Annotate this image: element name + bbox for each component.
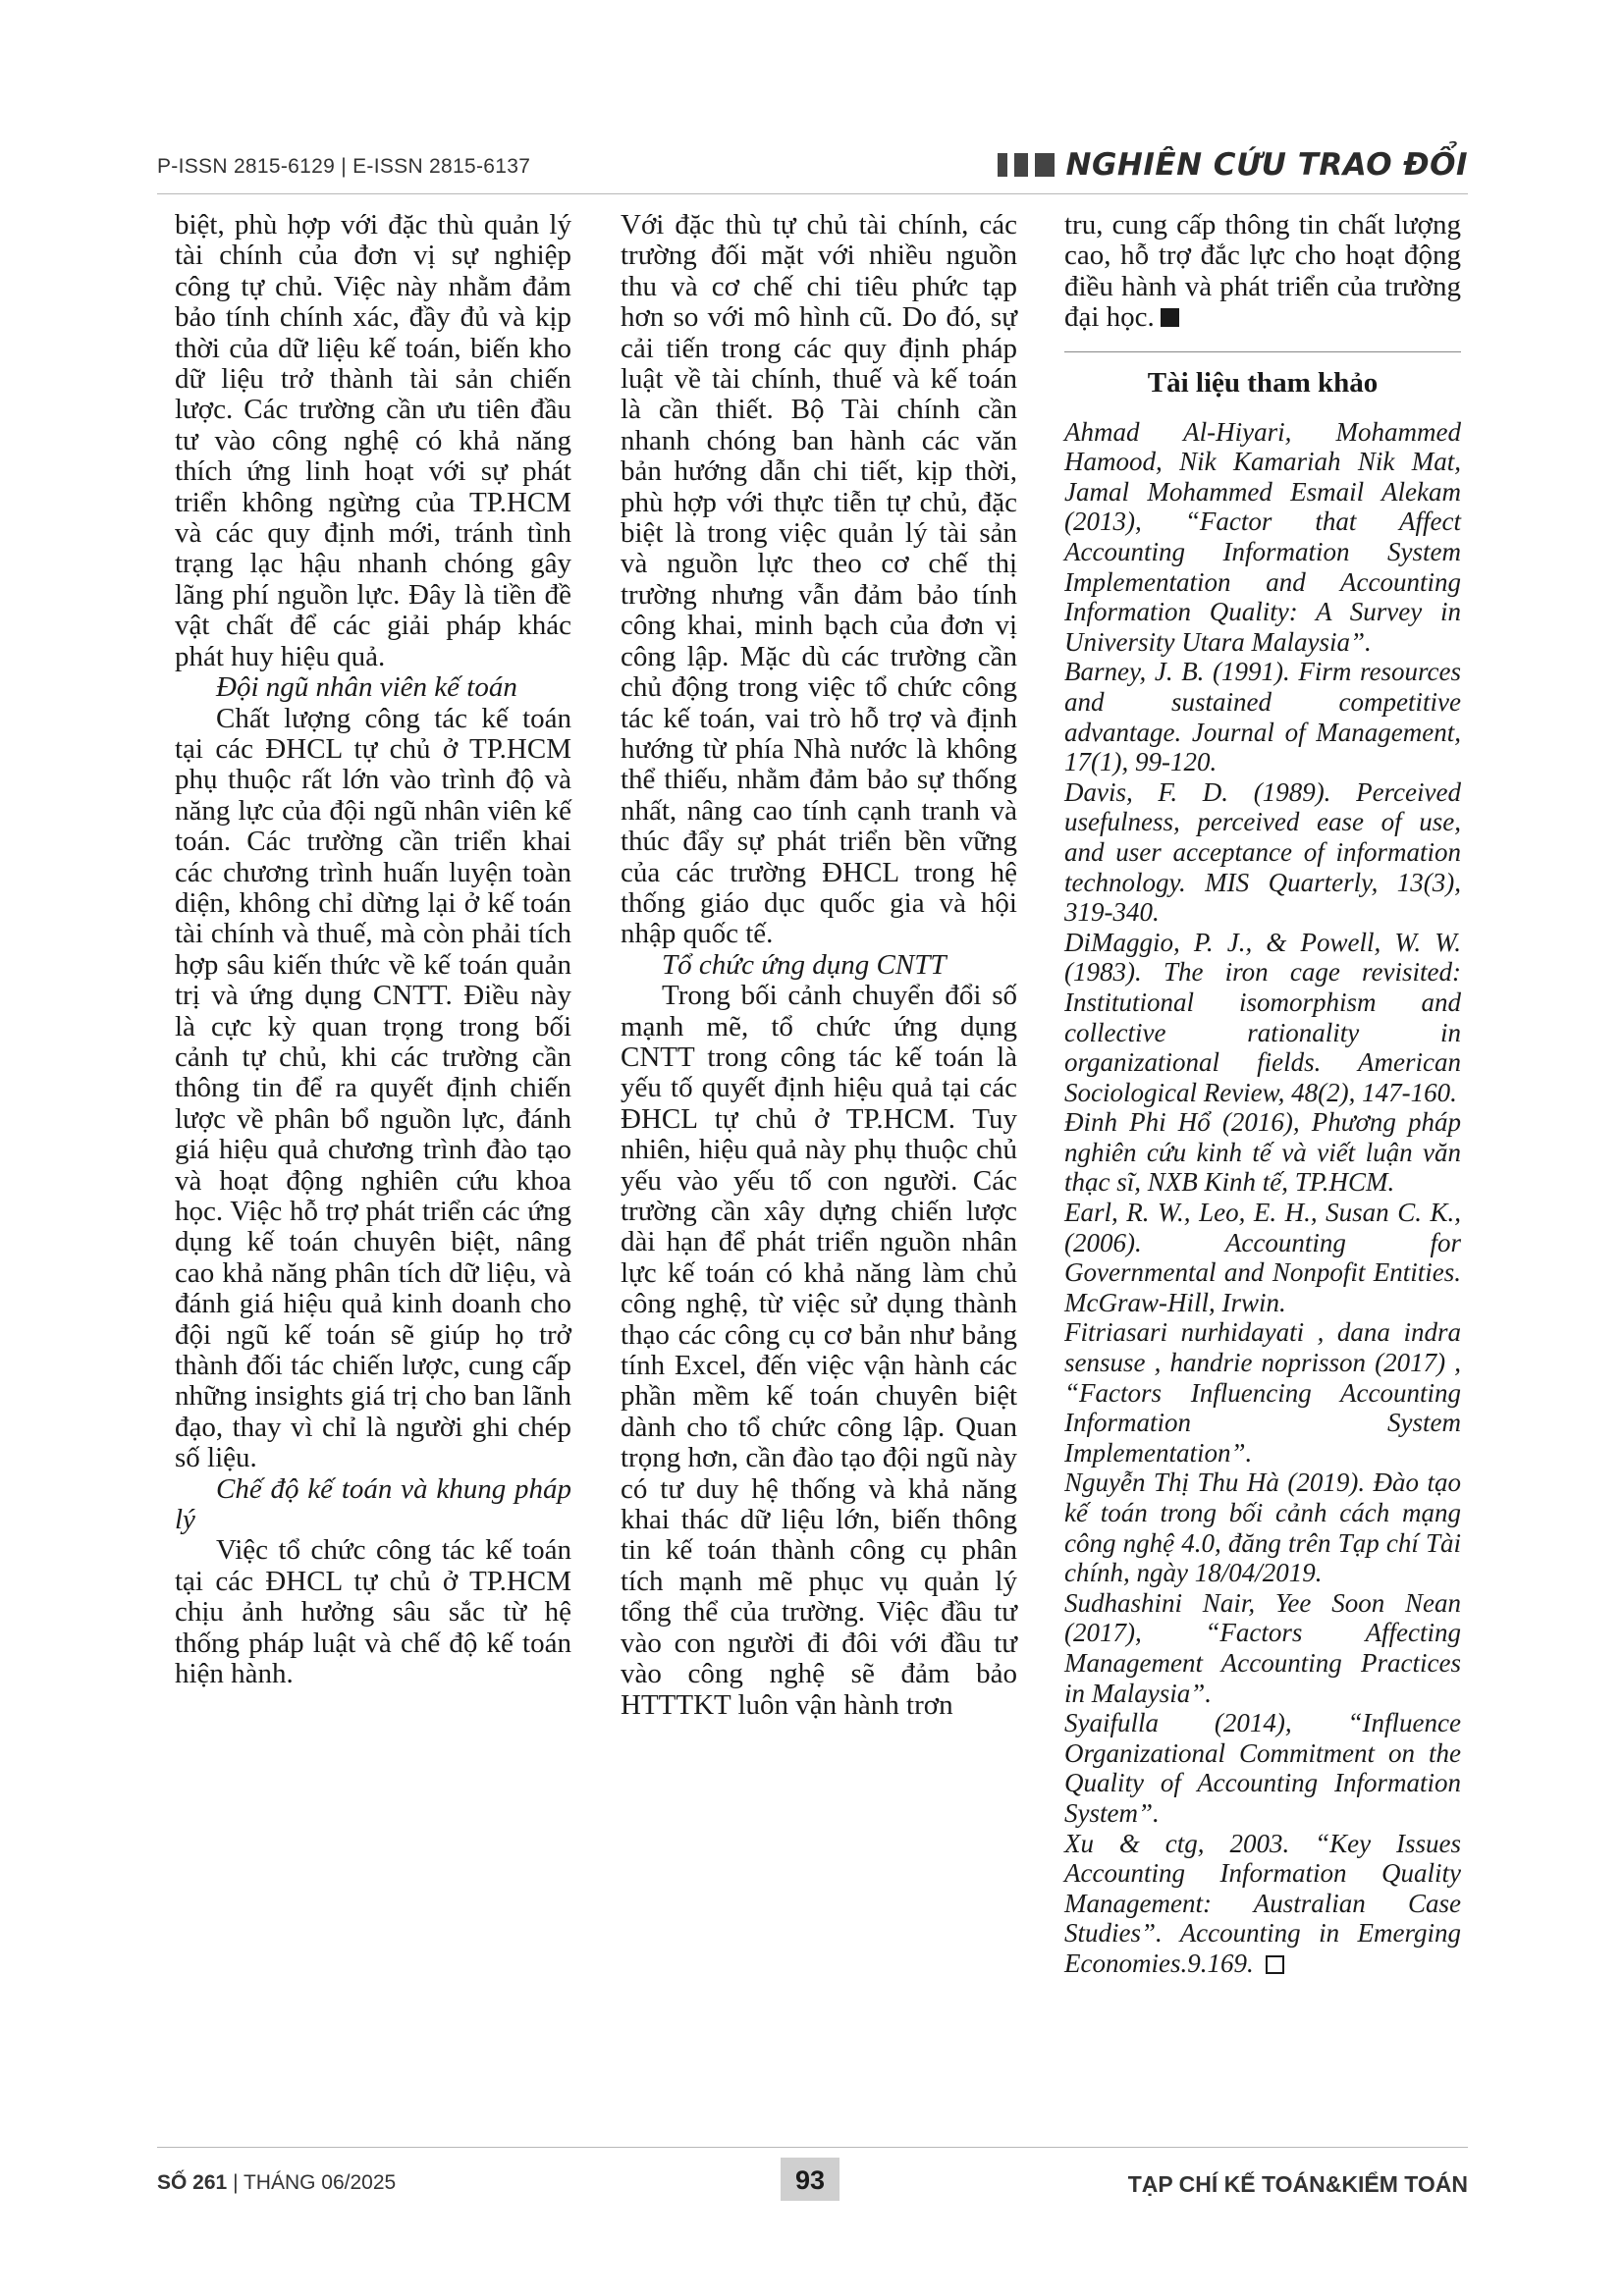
- section-title: NGHIÊN CỨU TRAO ĐỔI: [1065, 147, 1468, 183]
- reference-item: Syaifulla (2014), “Influence Organizational Commitment on the Quality of Accounting Information System”.: [1064, 1708, 1461, 1828]
- issue-info: [157, 2171, 396, 2195]
- reference-item: Davis, F. D. (1989). Perceived usefulness, perceived ease of use, and user acceptance of information technology. MIS Quarterly, 13(3), 319-340.: [1064, 776, 1461, 928]
- issn-line: P-ISSN 2815-6129 | E-ISSN 2815-6137: [157, 155, 531, 178]
- reference-item: Ahmad Al-Hiyari, Mohammed Hamood, Nik Kamariah Nik Mat, Jamal Mohammed Esmail Alekam (2013), “Factor that Affect Accounting Information System Implementation and Accounting Information Quality: A Survey in University Utara Malaysia”.: [1064, 416, 1461, 657]
- reference-item: [1064, 1829, 1461, 1979]
- paragraph: biệt, phù hợp với đặc thù quản lý tài chính của đơn vị sự nghiệp công tự chủ. Việc này nhằm đảm bảo tính chính xác, đầy đủ và kịp thời của dữ liệu kế toán, biến kho dữ liệu trở thành tài sản chiến lược. Các trường cần ưu tiên đầu tư vào công nghệ có khả năng thích ứng linh hoạt với sự phát triển không ngừng của TP.HCM và các quy định mới, tránh tình trạng lạc hậu nhanh chóng gây lãng phí nguồn lực. Đây là tiền đề vật chất để các giải pháp khác phát huy hiệu quả.: [175, 209, 571, 672]
- page-number: 93: [781, 2158, 839, 2201]
- references-title: Tài liệu tham khảo: [1147, 366, 1379, 399]
- reference-item: Fitriasari nurhidayati , dana indra sensuse , handrie noprisson (2017) , “Factors Influencing Accounting Information System Implementation”.: [1064, 1317, 1461, 1468]
- section-brand: [998, 147, 1468, 183]
- article-end-icon: [1266, 1955, 1284, 1974]
- paragraph: [1064, 210, 1461, 334]
- reference-item: Nguyễn Thị Thu Hà (2019). Đào tạo kế toán trong bối cảnh cách mạng công nghệ 4.0, đăng trên Tạp chí Tài chính, ngày 18/04/2019.: [1064, 1468, 1461, 1588]
- end-mark-icon: [1161, 308, 1179, 327]
- reference-text: Xu & ctg, 2003. “Key Issues Accounting Information Quality Management: Australian Case Studies”. Accounting in Emerging Economies.9.169.: [1064, 1828, 1461, 1978]
- subheading: Đội ngũ nhân viên kế toán: [216, 671, 517, 704]
- reference-item: Sudhashini Nair, Yee Soon Nean (2017), “Factors Affecting Management Accounting Practices in Malaysia”.: [1064, 1587, 1461, 1708]
- issue-number: SỐ 261: [157, 2171, 228, 2194]
- column-2: [621, 210, 1017, 1721]
- header-bar-icon: [1035, 153, 1055, 177]
- page-footer: [157, 2158, 1468, 2216]
- reference-item: Đinh Phi Hổ (2016), Phương pháp nghiên cứu kinh tế và viết luận văn thạc sĩ, NXB Kinh tế, TP.HCM.: [1064, 1107, 1461, 1198]
- subheading: Chế độ kế toán và khung pháp lý: [175, 1472, 571, 1536]
- paragraph: Việc tổ chức công tác kế toán tại các ĐHCL tự chủ ở TP.HCM chịu ảnh hưởng sâu sắc từ hệ thống pháp luật và chế độ kế toán hiện hành.: [175, 1534, 571, 1690]
- footer-divider: [157, 2147, 1468, 2148]
- page-header: [157, 137, 1468, 196]
- header-divider: [157, 193, 1468, 194]
- reference-item: Barney, J. B. (1991). Firm resources and sustained competitive advantage. Journal of Management, 17(1), 99-120.: [1064, 657, 1461, 777]
- paragraph: Chất lượng công tác kế toán tại các ĐHCL tự chủ ở TP.HCM phụ thuộc rất lớn vào trình độ và năng lực của đội ngũ nhân viên kế toán. Các trường cần triển khai các chương trình huấn luyện toàn diện, không chỉ dừng lại ở kế toán tài chính và thuế, mà còn phải tích hợp sâu kiến thức về kế toán quản trị và ứng dụng CNTT. Điều này là cực kỳ quan trọng trong bối cảnh tự chủ, khi các trường cần thông tin để ra quyết định chiến lược về phân bổ nguồn lực, đánh giá hiệu quả chương trình đào tạo và hoạt động nghiên cứu khoa học. Việc hỗ trợ phát triển các ứng dụng kế toán chuyên biệt, nâng cao khả năng phân tích dữ liệu, và đánh giá hiệu quả kinh doanh cho đội ngũ kế toán sẽ giúp họ trở thành đối tác chiến lược, cung cấp những insights giá trị cho ban lãnh đạo, thay vì chỉ là người ghi chép số liệu.: [175, 702, 571, 1474]
- issue-month: | THÁNG 06/2025: [233, 2171, 397, 2194]
- header-bar-icon: [1014, 153, 1028, 177]
- header-bar-icon: [998, 153, 1007, 177]
- references-divider: [1064, 351, 1461, 352]
- paragraph: Với đặc thù tự chủ tài chính, các trường đối mặt với nhiều nguồn thu và cơ chế chi tiêu phức tạp hơn so với mô hình cũ. Do đó, sự cải tiến trong các quy định pháp luật về tài chính, thuế và kế toán là cần thiết. Bộ Tài chính cần nhanh chóng ban hành các văn bản hướng dẫn chi tiết, kịp thời, phù hợp với thực tiễn tự chủ, đặc biệt là trong việc quản lý tài sản và nguồn lực theo cơ chế thị trường nhưng vẫn đảm bảo tính công khai, minh bạch của đơn vị công lập. Mặc dù các trường cần chủ động trong việc tổ chức công tác kế toán, vai trò hỗ trợ và định hướng từ phía Nhà nước là không thể thiếu, nhằm đảm bảo sự thống nhất, nâng cao tính cạnh tranh và thúc đẩy sự phát triển bền vững của các trường ĐHCL trong hệ thống giáo dục quốc gia và hội nhập quốc tế.: [621, 209, 1017, 950]
- subheading: Tổ chức ứng dụng CNTT: [662, 948, 947, 981]
- column-1: [175, 210, 571, 1690]
- column-3: [1064, 210, 1461, 1979]
- reference-item: Earl, R. W., Leo, E. H., Susan C. K., (2006). Accounting for Governmental and Nonpofit Entities. McGraw-Hill, Irwin.: [1064, 1198, 1461, 1317]
- journal-name: TẠP CHÍ KẾ TOÁN&KIỂM TOÁN: [1127, 2171, 1468, 2197]
- reference-list: [1064, 417, 1461, 1979]
- paragraph: Trong bối cảnh chuyển đổi số mạnh mẽ, tổ chức ứng dụng CNTT trong công tác kế toán là yếu tố quyết định hiệu quả tại các ĐHCL tự chủ ở TP.HCM. Tuy nhiên, hiệu quả này phụ thuộc chủ yếu vào yếu tố con người. Các trường cần xây dựng chiến lược dài hạn để phát triển nguồn nhân lực kế toán có khả năng làm chủ công nghệ, từ việc sử dụng thành thạo các công cụ cơ bản như bảng tính Excel, đến việc vận hành các phần mềm kế toán chuyên biệt dành cho tổ chức công lập. Quan trọng hơn, cần đào tạo đội ngũ này có tư duy hệ thống và khả năng khai thác dữ liệu lớn, biến thông tin kế toán thành công cụ phân tích mạnh mẽ phục vụ quản lý tổng thể của trường. Việc đầu tư vào con người đi đôi với đầu tư vào công nghệ sẽ đảm bảo HTTTKT luôn vận hành trơn: [621, 980, 1017, 1721]
- paragraph-text: tru, cung cấp thông tin chất lượng cao, hỗ trợ đắc lực cho hoạt động điều hành và phát triển của trường đại học.: [1064, 209, 1461, 334]
- reference-item: DiMaggio, P. J., & Powell, W. W. (1983). The iron cage revisited: Institutional isomorphism and collective rationality in organizational fields. American Sociological Review, 48(2), 147-160.: [1064, 927, 1461, 1107]
